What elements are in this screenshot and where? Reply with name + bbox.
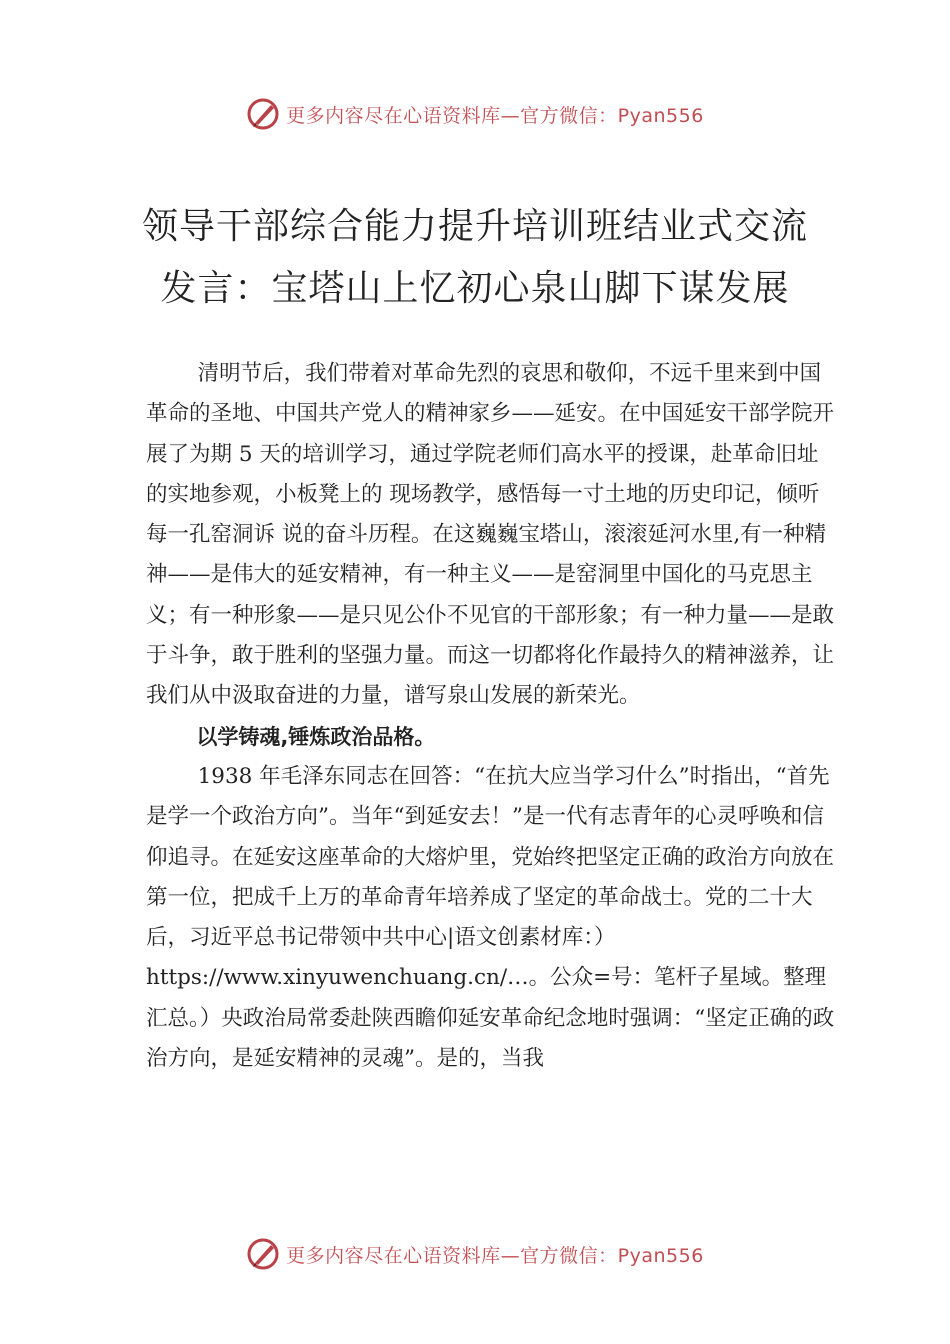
footer-watermark <box>0 1232 950 1276</box>
watermark-text: 更多内容尽在心语资料库—官方微信：Pyan556 <box>286 104 704 127</box>
title-line-1: 领导干部综合能力提升培训班结业式交流 <box>141 206 808 247</box>
watermark-text: 更多内容尽在心语资料库—官方微信：Pyan556 <box>286 1244 704 1267</box>
header-watermark <box>0 92 950 136</box>
section-heading: 以学铸魂,锤炼政治品格。 <box>196 724 436 749</box>
document-body <box>146 354 836 1079</box>
paragraph-political: 1938 年毛泽东同志在回答：“在抗大应当学习什么”时指出，“首先是学一个政治方向”。当年“到延安去！”是一代有志青年的心灵呼唤和信仰追寻。在延安这座革命的大熔炉里，党始终把坚定正确的政治方向放在第一位，把成千上万的革命青年培养成了坚定的革命战士。党的二十大后，习近平总书记带领中共中心|语文创素材库：）https://www.xinyuwenchuang.cn/…。公众=号：笔杆子星域。整理汇总。）央政治局常委赴陕西瞻仰延安革命纪念地时强调：“坚定正确的政治方向，是延安精神的灵魂”。是的，当我 <box>146 763 835 1072</box>
pen-on-circle-icon <box>246 97 280 131</box>
document-title <box>80 196 870 320</box>
paragraph-intro: 清明节后，我们带着对革命先烈的哀思和敬仰，不远千里来到中国革命的圣地、中国共产党人的精神家乡——延安。在中国延安干部学院开展了为期 5 天的培训学习，通过学院老师们高水平的授课，赴革命旧址的实地参观，小板凳上的 现场教学，感悟每一寸土地的历史印记，倾听每一孔窑洞诉 说的奋斗历程。在这巍巍宝塔山，滚滚延河水里,有一种精神——是伟大的延安精神，有一种主义——是窑洞里中国化的马克思主义；有一种形象——是只见公仆不见官的干部形象；有一种力量——是敢于斗争，敢于胜利的坚强力量。而这一切都将化作最持久的精神滋养，让我们从中汲取奋进的力量，谱写泉山发展的新荣光。 <box>146 361 835 709</box>
pen-on-circle-icon <box>246 1237 280 1271</box>
title-line-2: 发言：宝塔山上忆初心泉山脚下谋发展 <box>160 268 790 309</box>
